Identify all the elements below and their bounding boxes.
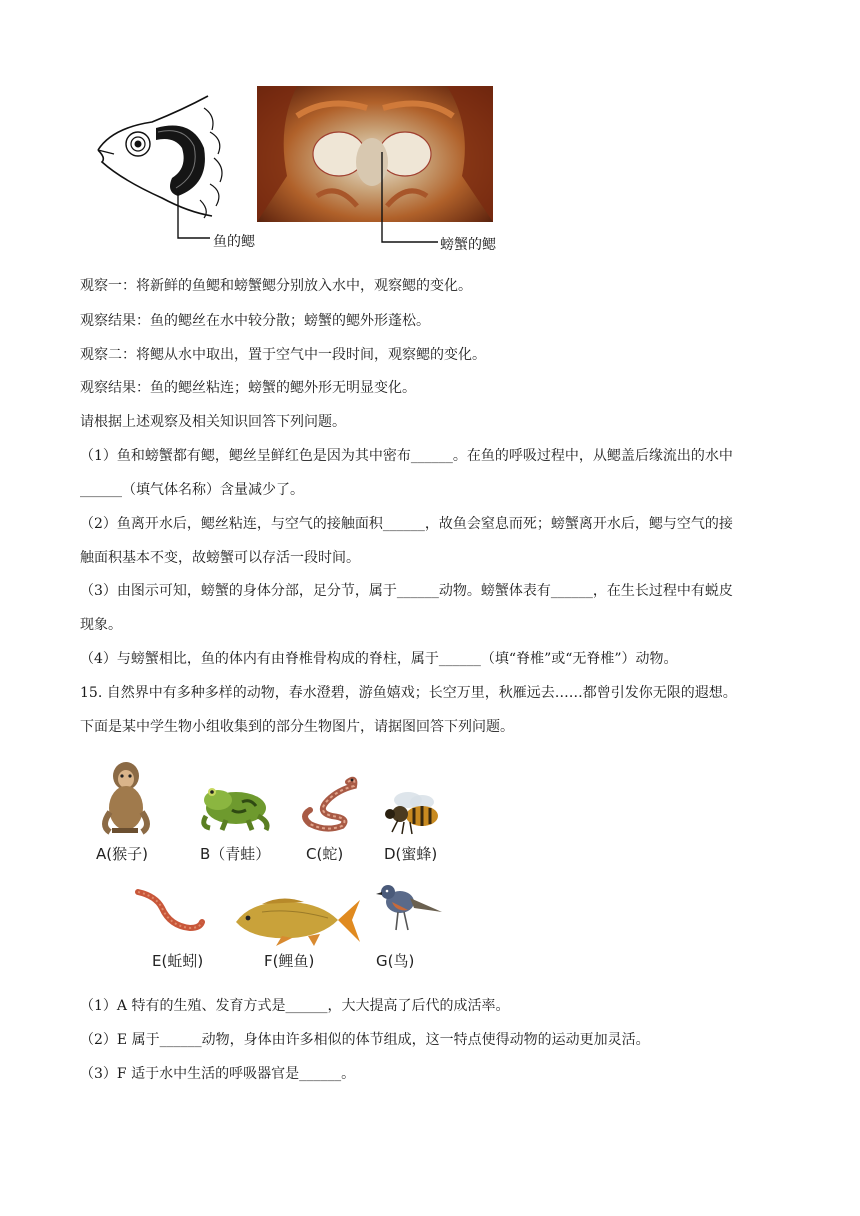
q14-part3-line1: （3）由图示可知，螃蟹的身体分部，足分节，属于______动物。螃蟹体表有______，在生长过程中有蜕皮 — [80, 583, 733, 599]
observation-2: 观察二：将鳃从水中取出，置于空气中一段时间，观察鳃的变化。 — [80, 347, 486, 363]
q14-part1-line1: （1）鱼和螃蟹都有鳃，鳃丝呈鲜红色是因为其中密布______。在鱼的呼吸过程中，从鳃盖后缘流出的水中 — [80, 448, 733, 464]
observation-2-result: 观察结果：鱼的鳃丝粘连；螃蟹的鳃外形无明显变化。 — [80, 380, 416, 396]
animal-label-d: D(蜜蜂) — [384, 845, 438, 863]
crab-gill-photo — [257, 86, 493, 222]
observation-1-result: 观察结果：鱼的鳃丝在水中较分散；螃蟹的鳃外形蓬松。 — [80, 313, 430, 329]
animal-label-a: A(猴子) — [96, 845, 148, 863]
q15-intro-line1: 15. 自然界中有多种多样的动物，春水澄碧，游鱼嬉戏；长空万里，秋雁远去……都曾引发你无限的遐想。 — [80, 685, 737, 701]
q14-part2-line2: 触面积基本不变，故螃蟹可以存活一段时间。 — [80, 550, 360, 566]
observation-1: 观察一：将新鲜的鱼鳃和螃蟹鳃分别放入水中，观察鳃的变化。 — [80, 278, 472, 294]
frog-image — [196, 780, 274, 832]
snake-image — [298, 772, 360, 832]
animal-label-c: C(蛇) — [306, 845, 344, 863]
q15-intro-line2: 下面是某中学生物小组收集到的部分生物图片，请据图回答下列问题。 — [80, 719, 514, 735]
fish-gill-drawing — [92, 88, 232, 248]
earthworm-image — [132, 886, 208, 938]
q14-part1-line2: ______（填气体名称）含量减少了。 — [80, 482, 304, 498]
animal-label-e: E(蚯蚓) — [152, 952, 204, 970]
bee-image — [378, 790, 446, 836]
bird-image — [374, 880, 446, 940]
q14-part3-line2: 现象。 — [80, 617, 122, 633]
q15-part2: （2）E 属于______动物，身体由许多相似的体节组成，这一特点使得动物的运动更加灵活。 — [80, 1032, 650, 1048]
q14-part2-line1: （2）鱼离开水后，鳃丝粘连，与空气的接触面积______，故鱼会窒息而死；螃蟹离开水后，鳃与空气的接 — [80, 516, 733, 532]
animal-label-f: F(鲤鱼) — [264, 952, 315, 970]
fish-gill-label: 鱼的鳃 — [213, 234, 255, 250]
q15-part3: （3）F 适于水中生活的呼吸器官是______。 — [80, 1066, 356, 1082]
q15-part1: （1）A 特有的生殖、发育方式是______，大大提高了后代的成活率。 — [80, 998, 510, 1014]
animal-label-g: G(鸟) — [376, 952, 415, 970]
monkey-image — [96, 756, 154, 836]
animal-label-b: B（青蛙） — [200, 845, 271, 863]
q14-part4: （4）与螃蟹相比，鱼的体内有由脊椎骨构成的脊柱，属于______（填“脊椎”或“无脊椎”）动物。 — [80, 651, 678, 667]
crab-gill-pointer — [378, 152, 440, 252]
crab-body-graphic — [257, 86, 493, 222]
carp-image — [232, 892, 364, 948]
crab-gill-label: 螃蟹的鳃 — [440, 237, 496, 253]
instruction: 请根据上述观察及相关知识回答下列问题。 — [80, 414, 346, 430]
